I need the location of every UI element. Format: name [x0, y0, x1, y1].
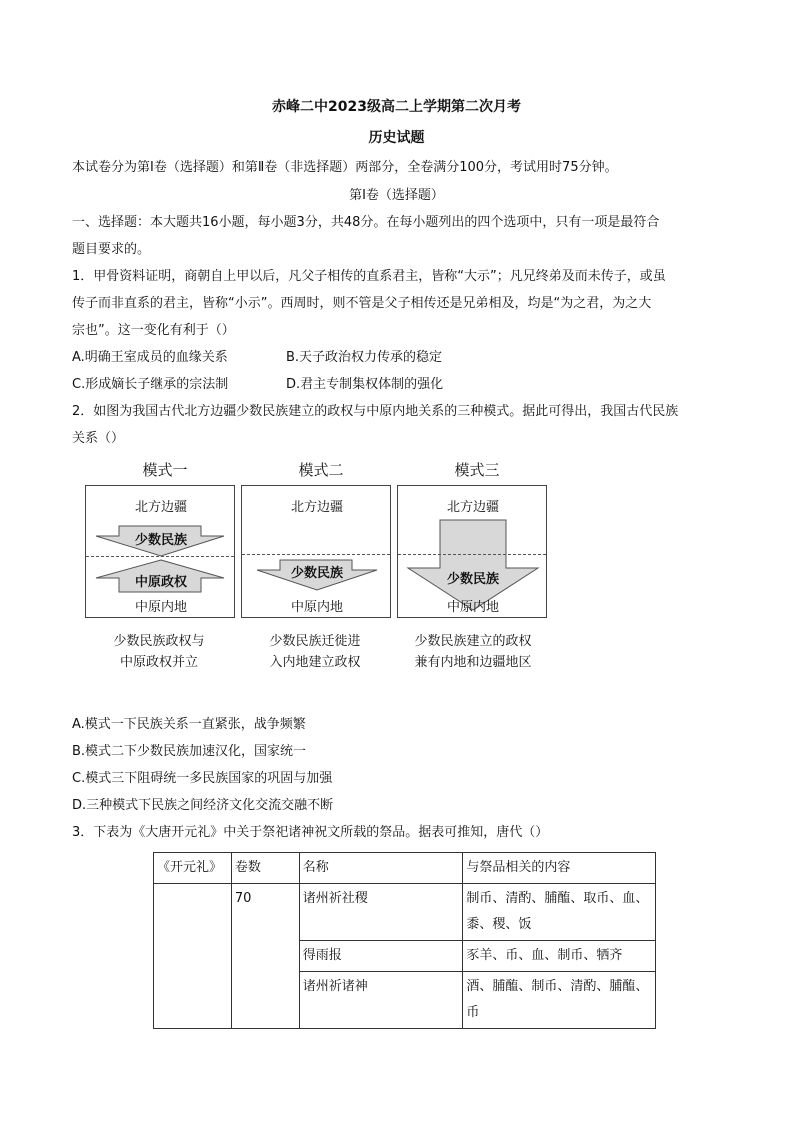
q1-line-1: 1．甲骨资料证明，商朝自上甲以后，凡父子相传的直系君主，皆称“大示”；凡兄终弟及而未传子，或虽 [72, 269, 666, 284]
table-cell-name: 诸州祈社稷 [299, 884, 463, 941]
model-3-arrow-label: 少数民族 [446, 572, 499, 587]
model-1-caption-line-2: 中原政权并立 [119, 655, 198, 670]
table-header-cell: 名称 [299, 853, 463, 884]
table-cell-empty [154, 884, 232, 1029]
table-cell-content-line: 制币、清酌、脯醢、取币、血、 [466, 891, 649, 906]
model-3-divider [398, 554, 546, 555]
exam-note: 本试卷分为第Ⅰ卷（选择题）和第Ⅱ卷（非选择题）两部分，全卷满分100分，考试用时75分钟。 [72, 160, 618, 175]
model-2-top-label: 北方边疆 [290, 500, 343, 515]
q2-option-c: C.模式三下阻碍统一多民族国家的巩固与加强 [72, 771, 333, 786]
table-cell-content [463, 972, 656, 1029]
model-3-bottom-label: 中原内地 [446, 600, 499, 615]
q1-option-c: C.形成嫡长子继承的宗法制 [72, 377, 229, 392]
table-cell-volume: 70 [231, 884, 299, 1029]
table-header-cell: 《开元礼》 [154, 853, 232, 884]
section-heading: 第Ⅰ卷（选择题） [349, 188, 444, 203]
q2-line-1: 2．如图为我国古代北方边疆少数民族建立的政权与中原内地关系的三种模式。据此可得出，我国古代民族 [72, 404, 679, 419]
model-3-box [397, 485, 547, 618]
model-2-divider [242, 554, 390, 555]
model-2-bottom-label: 中原内地 [290, 600, 343, 615]
model-2-title: 模式二 [298, 461, 344, 479]
q1-option-a: A.明确王室成员的血缘关系 [72, 350, 228, 365]
model-2-arrow-label: 少数民族 [290, 566, 343, 581]
model-2-caption [235, 631, 395, 673]
model-3-top-label: 北方边疆 [446, 500, 499, 515]
model-1-arrow-label-1: 少数民族 [134, 533, 187, 548]
exam-subtitle: 历史试题 [368, 130, 425, 146]
table-cell-name: 得雨报 [299, 941, 463, 972]
model-1-bottom-label: 中原内地 [134, 600, 187, 615]
table-row [154, 884, 656, 941]
q1-option-d: D.君主专制集权体制的强化 [286, 377, 444, 392]
instructions-line-2: 题目要求的。 [72, 242, 151, 257]
model-1-caption [79, 631, 239, 673]
q2-line-2: 关系（） [72, 431, 125, 446]
q2-option-b: B.模式二下少数民族加速汉化，国家统一 [72, 744, 307, 759]
model-1-caption-line-1: 少数民族政权与 [113, 634, 205, 649]
table-cell-content-line: 黍、稷、饭 [466, 917, 532, 932]
q1-line-2: 传子而非直系的君主，皆称“小示”。西周时，则不管是父子相传还是兄弟相及，均是“为之君，为之大 [72, 296, 652, 311]
model-1-arrow-label-2: 中原政权 [134, 575, 187, 590]
model-3-caption-line-1: 少数民族建立的政权 [414, 634, 532, 649]
model-1-box [85, 485, 235, 618]
table-header-cell: 与祭品相关的内容 [463, 853, 656, 884]
model-3-title: 模式三 [454, 461, 500, 479]
q3-line-1: 3．下表为《大唐开元礼》中关于祭祀诸神祝文所载的祭品。据表可推知，唐代（） [72, 825, 549, 840]
table-header-cell: 卷数 [231, 853, 299, 884]
table-cell-name: 诸州祈诸神 [299, 972, 463, 1029]
table-cell-content-line: 币 [466, 1005, 480, 1020]
q1-line-3: 宗也”。这一变化有利于（） [72, 323, 235, 338]
model-2-caption-line-2: 入内地建立政权 [269, 655, 361, 670]
exam-title: 赤峰二中2023级高二上学期第二次月考 [272, 99, 521, 115]
q2-option-d: D.三种模式下民族之间经济文化交流交融不断 [72, 798, 334, 813]
table-cell-content [463, 884, 656, 941]
instructions-line-1: 一、选择题：本大题共16小题，每小题3分，共48分。在每小题列出的四个选项中，只有一项是最符合 [72, 215, 660, 230]
model-3-caption-line-2: 兼有内地和边疆地区 [414, 655, 532, 670]
table-cell-content: 豕羊、币、血、制币、牺齐 [463, 941, 656, 972]
offerings-table [153, 852, 656, 1029]
q1-option-b: B.天子政治权力传承的稳定 [286, 350, 443, 365]
relationship-diagram [82, 455, 562, 705]
model-2-caption-line-1: 少数民族迁徙进 [269, 634, 361, 649]
table-header-row [154, 853, 656, 884]
model-2-box [241, 485, 391, 618]
model-1-title: 模式一 [142, 461, 188, 479]
model-3-caption [393, 631, 553, 673]
table-cell-content-line: 酒、脯醢、制币、清酌、脯醢、 [466, 979, 649, 994]
q2-option-a: A.模式一下民族关系一直紧张，战争频繁 [72, 717, 306, 732]
model-1-top-label: 北方边疆 [134, 500, 187, 515]
model-1-divider [86, 556, 234, 557]
